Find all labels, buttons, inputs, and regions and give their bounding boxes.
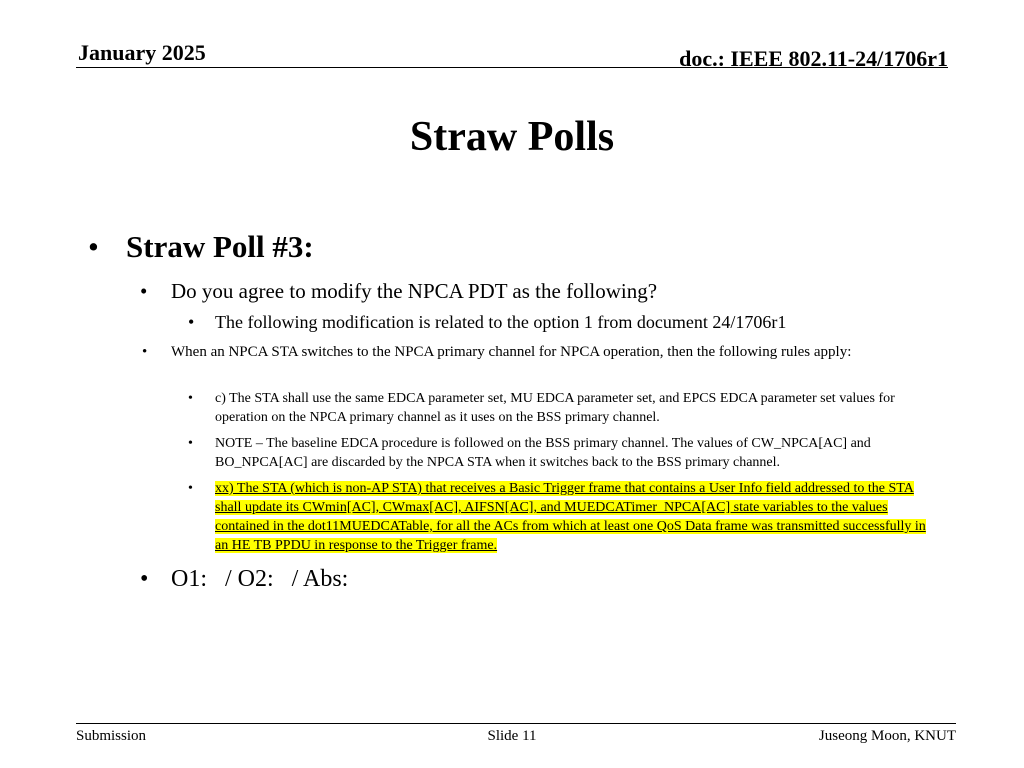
rule-item-xx-text bbox=[215, 479, 933, 555]
bullet-icon: • bbox=[188, 436, 193, 451]
rule-item-note bbox=[188, 434, 933, 472]
poll-heading: Straw Poll #3: bbox=[126, 229, 314, 264]
footer-divider bbox=[76, 723, 956, 724]
bullet-icon: • bbox=[188, 312, 195, 332]
bullet-icon: • bbox=[188, 481, 193, 496]
footer-slide-number: Slide 11 bbox=[487, 728, 537, 744]
options-text: O1: / O2: / Abs: bbox=[171, 566, 349, 592]
header-doc-id: doc.: IEEE 802.11-24/1706r1 bbox=[679, 46, 948, 71]
footer-author: Juseong Moon, KNUT bbox=[818, 728, 956, 744]
poll-heading-item bbox=[88, 229, 314, 265]
bullet-icon: • bbox=[140, 566, 149, 592]
modification-note-text: The following modification is related to the option 1 from document 24/1706r1 bbox=[215, 312, 787, 332]
rule-item-c bbox=[188, 389, 933, 427]
bullet-icon: • bbox=[142, 344, 148, 360]
modification-note-item bbox=[188, 312, 786, 333]
rule-item-c-text: c) The STA shall use the same EDCA parameter set, MU EDCA parameter set, and EPCS EDCA parameter set values for operation on the NPCA primary channel as it uses on the BSS primary channel. bbox=[215, 391, 895, 425]
bullet-icon: • bbox=[88, 229, 99, 264]
rule-intro-item bbox=[142, 342, 902, 363]
question-text: Do you agree to modify the NPCA PDT as the following? bbox=[171, 279, 658, 303]
question-item bbox=[140, 279, 657, 304]
header-divider bbox=[76, 67, 948, 68]
rule-item-note-text: NOTE – The baseline EDCA procedure is followed on the BSS primary channel. The values of CW_NPCA[AC] and BO_NPCA[AC] are discarded by the NPCA STA when it switches back to the BSS primary channel. bbox=[215, 436, 871, 470]
header-date: January 2025 bbox=[78, 40, 206, 65]
highlighted-proposed-text: xx) The STA (which is non-AP STA) that receives a Basic Trigger frame that contains a User Info field addressed to the STA shall update its CWmin[AC], CWmax[AC], AIFSN[AC], and MUEDCATimer_NPCA[AC] state variables to the values contained in the dot11MUEDCATable, for all the ACs from which at least one QoS Data frame was transmitted successfully in an HE TB PPDU in response to the Trigger frame. bbox=[215, 481, 926, 553]
slide-title: Straw Polls bbox=[409, 114, 615, 160]
bullet-icon: • bbox=[140, 279, 148, 303]
rule-item-xx bbox=[188, 479, 933, 555]
footer-submission: Submission bbox=[76, 728, 147, 744]
rule-intro-text: When an NPCA STA switches to the NPCA primary channel for NPCA operation, then the following rules apply: bbox=[171, 344, 852, 360]
options-item bbox=[140, 566, 348, 593]
bullet-icon: • bbox=[188, 391, 193, 406]
